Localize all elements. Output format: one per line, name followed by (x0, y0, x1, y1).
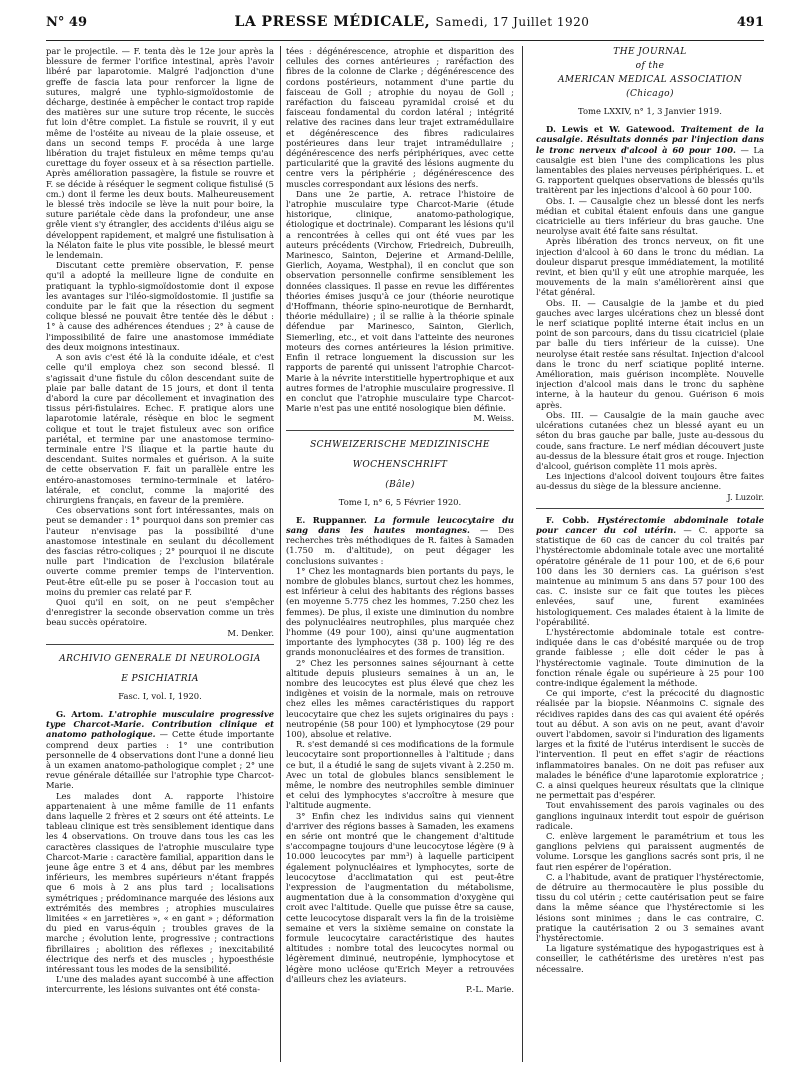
article-author: F. Cobb. (546, 514, 590, 525)
paragraph: Tout envahissement des parois vaginales ou des ganglions inguinaux interdit tout espoir de guérison radicale. (536, 800, 764, 831)
signature: J. Luzoir. (727, 491, 764, 502)
paragraph: Quoi qu'il en soit, on ne peut s'empêcher d'enregistrer la seconde observation comme un très beau succès opératoire. (46, 596, 274, 628)
journal-city: (Bâle) (385, 479, 415, 490)
column-right (536, 46, 764, 1066)
article-abstract (286, 515, 514, 566)
article-author: E. Ruppanner. (296, 514, 367, 525)
paragraph: Obs. II. — Causalgie de la jambe et du pied gauches avec larges ulcérations chez un blessé dont le nerf sciatique poplité interne était inclus en un point de son parcours, dans du tissu cicatriciel (plaie par balle du tiers inférieur de la cuisse). Une neurolyse était restée sans résultat. Injection d'alcool dans le tronc du nerf sciatique poplité interne. Amélioration, mais guérison incomplète. Nouvelle injection d'alcool mais dans le tronc du saphène interne, à la hauteur du genou. Guérison 6 mois après. (536, 297, 764, 410)
page-header (46, 14, 764, 41)
paragraph: L'hystérectomie abdominale totale est contre-indiquée dans le cas d'obésité marquée ou de trop grande faiblesse ; elle doit céder le pas à l'hystérectomie vaginale. Toute diminution de la fonction rénale égale ou supérieure à 25 pour 100 contre-indique également la méthode. (536, 626, 764, 688)
paragraph: Après libération des troncs nerveux, on fit une injection d'alcool à 60 dans le tronc du médian. La douleur disparut presque immédiatement, la motilité revint, et bien qu'il y eût une atrophie marquée, les mouvements de la main s'améliorèrent ainsi que l'état général. (536, 236, 764, 298)
paragraph: Ce qui importe, c'est la précocité du diagnostic réalisée par la biopsie. Néanmoins C. signale des récidives rapides dans des cas qui avaient été opérés tout au début. A son avis on ne peut, avant d'avoir ouvert l'abdomen, savoir si l'induration des ligaments larges et la fixité de l'utérus interdisent le succès de l'intervention. Il peut en effet s'agir de réactions inflammatoires banales. On ne doit pas refuser aux malades le bénéfice d'une laparotomie exploratrice ; C. a ainsi quelques heureux résultats que la clinique ne permettait pas d'espérer. (536, 688, 764, 801)
column-left (46, 46, 274, 1066)
column-middle (286, 46, 514, 1066)
signature: M. Weiss. (473, 413, 514, 424)
article-title: L'atrophie musculaire progressive type Charcot-Marie. Contribution clinique et anatomo pathologique. (46, 708, 274, 740)
issue-date: Samedi, 17 Juillet 1920 (435, 15, 590, 29)
signature: M. Denker. (227, 627, 274, 638)
section-divider (46, 644, 274, 645)
paragraph: 2° Chez les personnes saines séjournant à cette altitude depuis plusieurs semaines à un an, le nombre des leucocytes est plus élevé que chez les indigènes et voisin de la normale, mais on retrouve chez elles les mêmes caractéristiques du rapport leucocytaire que chez les sujets originaires du pays : neutropénie (58 pour 100) et lymphocytose (29 pour 100), absolue et relative. (286, 657, 514, 739)
paragraph: La ligature systématique des hypogastriques est à conseiller, le cathétérisme des uretères n'est pas nécessaire. (536, 943, 764, 974)
paragraph: C. a l'habitude, avant de pratiquer l'hystérectomie, de détruire au thermocautère le plus possible du tissu du col utérin ; cette cautérisation peut se faire dans la même séance que l'hystérectomie si les lésions sont minimes ; dans le cas contraire, C. pratique la cautérisation 2 ou 3 semaines avant l'hystérectomie. (536, 871, 764, 944)
journal-name: LA PRESSE MÉDICALE, (234, 14, 431, 30)
journal-issue: Tome LXXIV, n° 1, 3 Janvier 1919. (578, 106, 722, 116)
paragraph: par le projectile. — F. tenta dès le 12e jour après la blessure de fermer l'orifice intestinal, après l'avoir libéré par laparotomie. Malgré l'adjonction d'une greffe de fascia lata pour renforcer la ligne de sutures, malgré une typhlo-sigmoïdostomie de décharge, destinée à empêcher le contact trop rapide des matières sur une suture trop récente, le succès fut loin d'être complet. La fistule se rouvrit, il y eut même de l'ostéite au niveau de la plaie osseuse, et dans un second temps F. procéda à une large libération du trajet fistuleux en même temps qu'au curettage du foyer osseux et à sa résection partielle. Après amélioration passagère, la fistule se rouvre et F. se décide à réséquer le segment colique fistulisé (5 cm.) dont il ferme les deux bouts. Malheureusement le blessé très indocile se lève la nuit pour boire, la suture pariétale cède dans la profondeur, une anse grêle vient s'y étrangler, des accidents d'iléus aigu se développent rapidement, et malgré une fistulisation à la Nélaton faite le plus vite possible, le blessé meurt le lendemain. (46, 46, 274, 261)
paragraph: Dans une 2e partie, A. retrace l'histoire de l'atrophie musculaire type Charcot-Marie (étude historique, clinique, anatomo-pathologique, étiologique et doctrinale). Comparant les lésions qu'il a rencontrées à celles qui ont été vues par les auteurs précédents (Virchow, Friedreich, Dubreuilh, Marinesco, Sainton, Dejerine et Armand-Delille, Gierlich, Aoyama, Westphal), il en conclut que son observation personnelle confirme sensiblement les données classiques. Il passe en revue les différentes théories émises jusqu'à ce jour (théorie neurotique d'Hoffmann, théorie spino-neurotique de Bernhardt, théorie médullaire) ; il se rallie à la théorie spinale défendue par Marinesco, Sainton, Gierlich, Siemerling, etc., et voit dans l'atteinte des neurones moteurs des cornes antérieures la lésion primitive. Enfin il retrace longuement la discussion sur les rapports de parenté qui unissent l'atrophie Charcot-Marie à la névrite interstitielle hypertrophique et aux autres formes de l'atrophie musculaire progressive. Il en conclut que l'atrophie musculaire type Charcot-Marie n'est pas une entité nosologique bien définie. (286, 188, 514, 414)
column-divider (280, 46, 281, 1062)
article-abstract (536, 124, 764, 195)
paragraph: Les malades dont A. rapporte l'histoire appartenaient à une même famille de 11 enfants dans laquelle 2 frères et 2 sœurs ont été atteints. Le tableau clinique est très sensiblement identique dans les 4 observations. On trouve dans tous les cas les caractères classiques de l'atrophie musculaire type Charcot-Marie : caractère familial, apparition dans le jeune âge entre 3 et 4 ans, début par les membres inférieurs, les membres supérieurs n'étant frappés que 6 mois à 2 ans plus tard ; localisations symétriques ; prédominance marquée des lésions aux extrémités des membres ; atrophies musculaires limitées « en jarretières », « en gant » ; déformation du pied en varus-équin ; troubles graves de la marche ; évolution lente, progressive ; contractions fibrillaires ; abolition des réflexes ; inexcitabilité électrique des nerfs et des muscles ; hypoesthésie intéressant tous les modes de la sensibilité. (46, 790, 274, 975)
journal-heading-line2: E PSICHIATRIA (121, 673, 199, 684)
journal-city: (Chicago) (626, 89, 674, 99)
journal-issue: Tome I, n° 6, 5 Février 1920. (338, 496, 462, 507)
paragraph: A son avis c'est été là la conduite idéale, et c'est celle qu'il employa chez son second blessé. Il s'agissait d'une fistule du côlon descendant suite de plaie par balle datant de 15 jours, et dont il tenta d'abord la cure par décollement et invagination des tissus péri-fistulaires. Echec. F. pratique alors une laparotomie latérale, résèque en bloc le segment colique et tout le trajet fistuleux avec son orifice pariétal, et termine par une anastomose termino-terminale entre l'S iliaque et la partie haute du descendant. Suites normales et guérison. A la suite de cette observation F. fait un parallèle entre les entéro-anastomoses termino-terminale et latéro-latérale, et conclut, comme la majorité des chirurgiens français, en faveur de la première. (46, 352, 274, 505)
article-title: Hystérectomie abdominale totale pour cancer du col utérin. (536, 514, 764, 535)
section-divider (286, 430, 514, 431)
journal-heading-line2: of the (635, 61, 665, 71)
signature: P.-L. Marie. (465, 984, 514, 995)
journal-heading: SCHWEIZERISCHE MEDIZINISCHE (310, 439, 490, 450)
paragraph: Obs. I. — Causalgie chez un blessé dont les nerfs médian et cubital étaient enfouis dans une gangue cicatricielle au tiers inférieur du bras gauche. Une neurolyse avait été faite sans résultat. (536, 195, 764, 237)
journal-heading: THE JOURNAL (613, 47, 687, 57)
paragraph: R. s'est demandé si ces modifications de la formule leucocytaire sont proportionnelles à l'altitude ; dans ce but, il a étudié le sang de sujets vivant à 2.250 m. Avec un total de globules blancs sensiblement le même, le nombre des neutrophiles semble diminuer et celui des lymphocytes s'accroître à mesure que l'altitude augmente. (286, 739, 514, 811)
article-abstract (536, 515, 764, 627)
paragraph: Les injections d'alcool doivent toujours être faites au-dessus du siège de la blessure ancienne. (536, 471, 764, 492)
article-title: La formule leucocytaire du sang dans les hautes montagnes. (286, 514, 514, 535)
paragraph: tées : dégénérescence, atrophie et disparition des cellules des cornes antérieures ; raréfaction des fibres de la colonne de Clarke ; dégénérescence des cordons postérieurs, notamment d'une partie du faisceau de Goll ; atrophie du noyau de Goll ; raréfaction du faisceau pyramidal croisé et du faisceau fondamental du cordon latéral ; intégrité relative des racines dans leur trajet extramédullaire et dégénérescence des fibres radiculaires postérieures dans leur trajet intramédullaire ; dégénérescence des nerfs périphériques, avec cette particularité que la gravité des lésions augmente du centre vers la périphérie ; dégénérescence des muscles correspondant aux lésions des nerfs. (286, 46, 514, 189)
article-text: — Des recherches très méthodiques de R. faites à Samaden (1.750 m. d'altitude), on peut dégager les conclusions suivantes : (286, 524, 514, 566)
paragraph: Obs. III. — Causalgie de la main gauche avec ulcérations cutanées chez un blessé ayant eu un séton du bras gauche par balle, juste au-dessous du coude, sans fracture. Le nerf médian découvert juste au-dessus de la blessure était gros et rouge. Injection d'alcool, guérison complète 11 mois après. (536, 409, 764, 471)
article-abstract (46, 709, 274, 791)
paragraph: C. enlève largement le paramétrium et tous les ganglions pelviens qui paraissent augmentés de volume. Lorsque les ganglions sacrés sont pris, il ne faut rien espérer de l'opération. (536, 831, 764, 872)
paragraph: 1° Chez les montagnards bien portants du pays, le nombre de globules blancs, surtout chez les hommes, est inférieur à celui des habitants des régions basses (en moyenne 5.775 chez les hommes, 7.250 chez les femmes). De plus, il existe une diminution du nombre des polynucléaires neutrophiles, plus marquée chez l'homme (49 pour 100), ainsi qu'une augmentation importante des lymphocytes (38 p. 100) lég re des grands mononucléaires et des formes de transition. (286, 565, 514, 658)
journal-title (234, 14, 589, 30)
article-author: D. Lewis et W. Gatewood. (546, 124, 675, 135)
article-text: — La causalgie est bien l'une des complications les plus lamentables des plaies nerveuses périphériques. L. et G. rapportent quelques observations de blessés qu'ils traitèrent par les injections d'alcool à 60 pour 100. (536, 144, 764, 196)
journal-heading-line2: WOCHENSCHRIFT (352, 459, 448, 470)
section-divider (536, 508, 764, 509)
journal-issue: Fasc. I, vol. I, 1920. (118, 690, 202, 701)
article-text: — Cette étude importante comprend deux parties : 1° une contribution personnelle de 4 observations dont l'une a donné lieu à un examen anatomo-pathologique complet ; 2° une revue générale détaillée sur l'atrophie type Charcot-Marie. (46, 729, 274, 791)
journal-heading-line3: AMERICAN MEDICAL ASSOCIATION (557, 75, 743, 85)
page-number: 491 (736, 15, 764, 30)
paragraph: 3° Enfin chez les individus sains qui viennent d'arriver des régions basses à Samaden, les examens en série ont montré que le changement d'altitude s'accompagne toujours d'une leucocytose légère (9 à 10.000 leucocytes par mm³) à laquelle participent également polynucléaires et lymphocytes, sorte de leucocytose d'acclimatation qui est peut-être l'expression de l'augmentation du métabolisme, augmentation due à la consommation d'oxygène qui croit avec l'altitude. Quelle que puisse être sa cause, cette leucocytose disparaît vers la fin de la troisième semaine et vers la sixième semaine on constate la formule leucocytaire caractéristique des hautes altitudes : nombre total des leucocytes normal ou légèrement diminué, neutropénie, lymphocytose et légère mono ucléose qu'Erich Meyer a retrouvées d'ailleurs chez les aviateurs. (286, 810, 514, 984)
paragraph: Ces observations sont fort intéressantes, mais on peut se demander : 1° pourquoi dans son premier cas l'auteur n'envisage pas la possibilité d'une anastomose intestinale en seulant du décollement des fascias rétro-coliques ; 2° pourquoi il ne discute nulle part l'indication de l'exclusion bilatérale ouverte comme premier temps de l'intervention. Peut-être eût-elle pu se poser à l'occasion tout au moins du premier cas relaté par F. (46, 505, 274, 597)
paragraph: L'une des malades ayant succombé à une affection intercurrente, les lésions suivantes ont été consta- (46, 974, 274, 995)
issue-number: N° 49 (46, 15, 87, 30)
journal-heading: ARCHIVIO GENERALE DI NEUROLOGIA (59, 653, 261, 664)
article-author: G. Artom. (56, 708, 104, 719)
column-divider (522, 46, 523, 1062)
paragraph: Discutant cette première observation, F. pense qu'il a adopté la meilleure ligne de conduite en pratiquant la typhlo-sigmoïdostomie dont il expose les avantages sur l'iléo-sigmoïdostomie. Il justifie sa conduite par le fait que la résection du segment colique blessé ne pouvait être tentée dès le début : 1° à cause des adhérences étendues ; 2° à cause de l'impossibilité de faire une anastomose immédiate des deux moignons intestinaux. (46, 260, 274, 352)
article-text: — C. apporte sa statistique de 60 cas de cancer du col traités par l'hystérectomie abdominale totale avec une mortalité opératoire générale de 11 pour 100, et de 6,6 pour 100 dans les 30 derniers cas. La guérison s'est maintenue au minimum 5 ans dans 57 pour 100 des cas. C. insiste sur ce fait que toutes les pièces enlevées, sauf une, furent examinées histologiquement. Ces malades étaient à la limite de l'opérabilité. (536, 524, 764, 627)
article-title: Traitement de la causalgie. Résultats donnés par l'injection dans le tronc nerveux d'alcool à 60 pour 100. (536, 124, 764, 155)
